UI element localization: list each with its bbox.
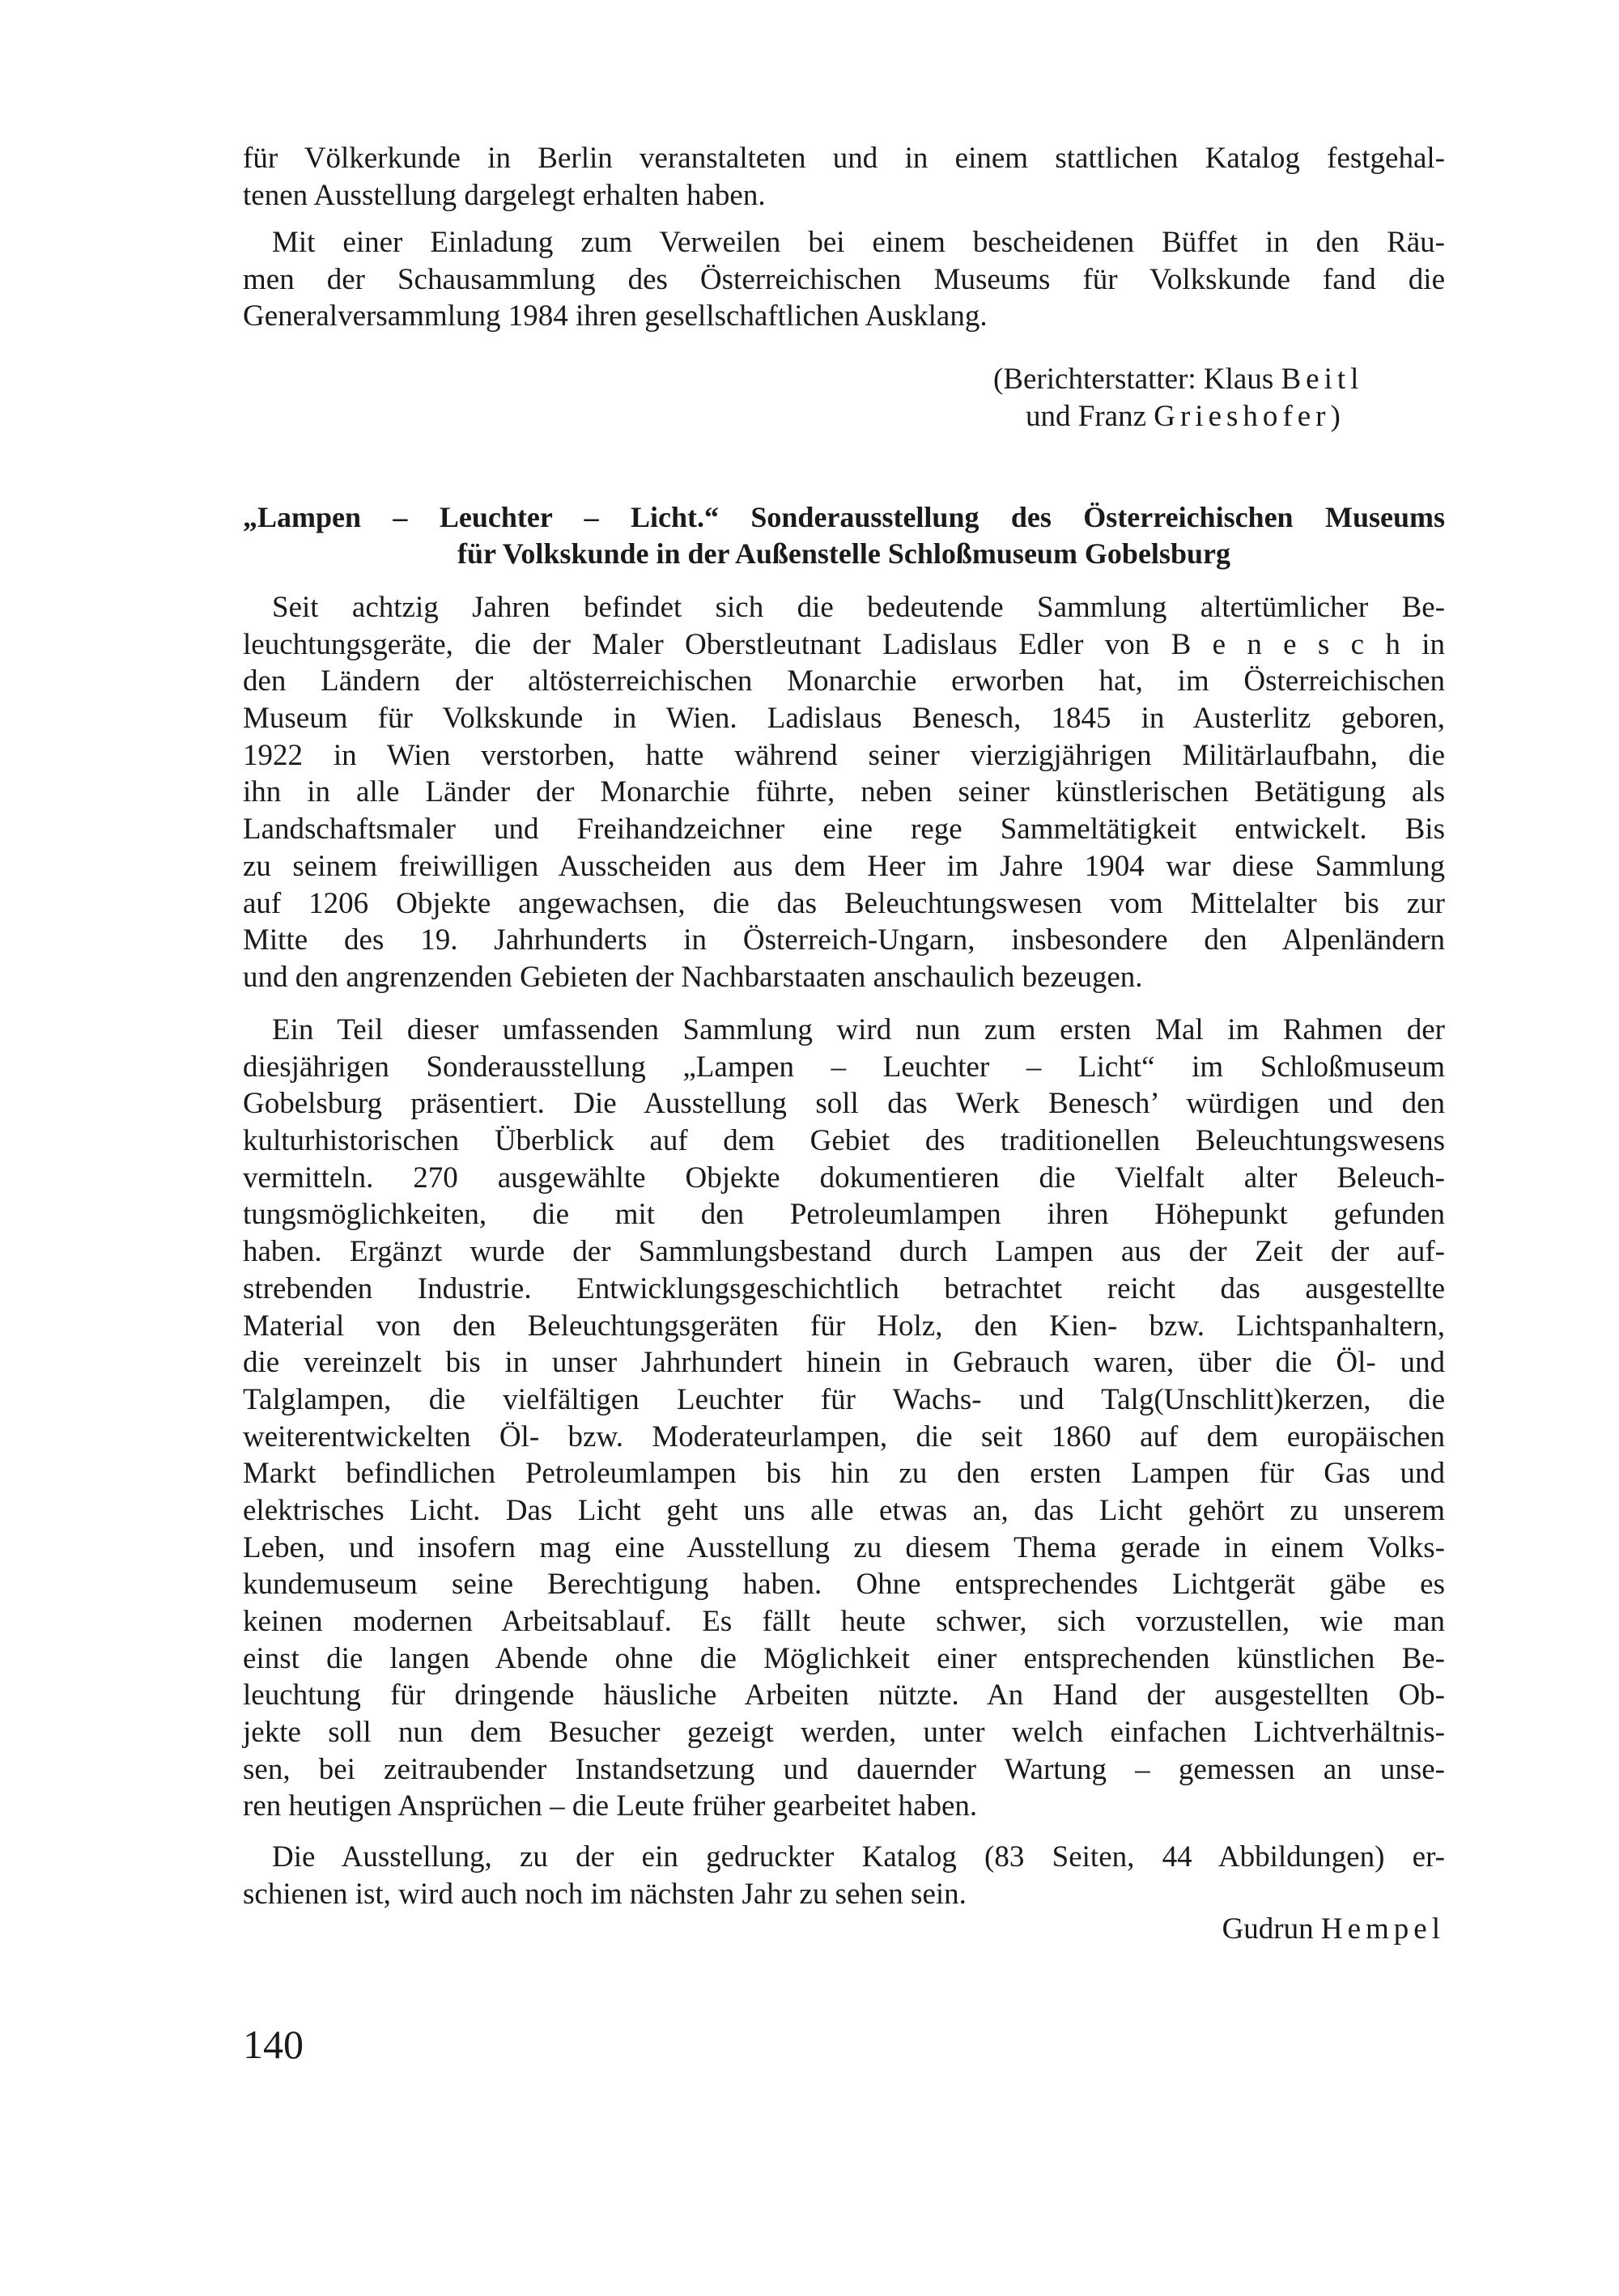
text-line: den Ländern der altösterreichischen Monarchie erworben hat, im Österreichischen bbox=[243, 664, 1445, 698]
text-line: Markt befindlichen Petroleumlampen bis hin zu den ersten Lampen für Gas und bbox=[243, 1457, 1445, 1491]
text-line: kundemuseum seine Berechtigung haben. Ohne entsprechendes Lichtgerät gäbe es bbox=[243, 1568, 1445, 1602]
author-signature bbox=[1222, 1911, 1445, 1948]
text-line: zu seinem freiwilligen Ausscheiden aus dem Heer im Jahre 1904 war diese Sammlung bbox=[243, 849, 1445, 883]
text-line: und den angrenzenden Gebieten der Nachbarstaaten anschaulich bezeugen. bbox=[243, 960, 1143, 994]
paragraph-catalog bbox=[243, 1839, 1445, 1912]
text-line: strebenden Industrie. Entwicklungsgeschichtlich betrachtet reicht das ausgestellte bbox=[243, 1271, 1445, 1305]
text-line: Die Ausstellung, zu der ein gedruckter Katalog (83 Seiten, 44 Abbildungen) er- bbox=[272, 1840, 1445, 1874]
text-line: sen, bei zeitraubender Instandsetzung und dauernder Wartung – gemessen an unse- bbox=[243, 1752, 1445, 1786]
heading-line: „Lampen – Leuchter – Licht.“ Sonderausstellung des Österreichischen Museums bbox=[243, 501, 1445, 533]
heading-line: für Volkskunde in der Außenstelle Schloßmuseum Gobelsburg bbox=[457, 537, 1230, 570]
reporter-name: Beitl bbox=[1281, 363, 1364, 396]
paragraph-general-assembly bbox=[243, 224, 1445, 335]
text-line: men der Schausammlung des Österreichischen Museums für Volkskunde fand die bbox=[243, 262, 1445, 296]
text-line: ren heutigen Ansprüchen – die Leute früher gearbeitet haben. bbox=[243, 1789, 978, 1823]
text-line: Mitte des 19. Jahrhunderts in Österreich-Ungarn, insbesondere den Alpenländern bbox=[243, 923, 1445, 957]
text-line: leuchtungsgeräte, die der Maler Oberstleutnant Ladislaus Edler von B e n e s c h in bbox=[243, 627, 1445, 661]
text-line: keinen modernen Arbeitsablauf. Es fällt heute schwer, sich vorzustellen, wie man bbox=[243, 1605, 1445, 1638]
text-line: vermitteln. 270 ausgewählte Objekte dokumentieren die Vielfalt alter Beleuch- bbox=[243, 1161, 1445, 1195]
text-line: elektrisches Licht. Das Licht geht uns alle etwas an, das Licht gehört zu unserem bbox=[243, 1493, 1445, 1527]
paragraph-continuation bbox=[243, 140, 1445, 214]
reporter-name: Grieshofer) bbox=[1154, 400, 1345, 433]
text-line: jekte soll nun dem Besucher gezeigt werden, unter welch einfachen Lichtverhältnis- bbox=[243, 1716, 1445, 1750]
text-line: haben. Ergänzt wurde der Sammlungsbestand durch Lampen aus der Zeit der auf- bbox=[243, 1235, 1445, 1269]
text-line: auf 1206 Objekte angewachsen, die das Beleuchtungswesen vom Mittelalter bis zur bbox=[243, 886, 1445, 920]
text-line: Talglampen, die vielfältigen Leuchter für Wachs- und Talg(Unschlitt)kerzen, die bbox=[243, 1382, 1445, 1416]
text-line: Landschaftsmaler und Freihandzeichner eine rege Sammeltätigkeit entwickelt. Bis bbox=[243, 813, 1445, 847]
text-line: Museum für Volkskunde in Wien. Ladislaus Benesch, 1845 in Austerlitz geboren, bbox=[243, 702, 1445, 736]
author-last-name: Hempel bbox=[1320, 1912, 1445, 1946]
page-number: 140 bbox=[243, 2022, 304, 2067]
text-line: Generalversammlung 1984 ihren gesellschaftlichen Ausklang. bbox=[243, 299, 988, 333]
reporters-prefix: (Berichterstatter: Klaus bbox=[993, 363, 1274, 396]
text-line: 1922 in Wien verstorben, hatte während seiner vierzigjährigen Militärlaufbahn, die bbox=[243, 738, 1445, 772]
text-line: kulturhistorischen Überblick auf dem Gebiet des traditionellen Beleuchtungswesens bbox=[243, 1124, 1445, 1158]
text-line: für Völkerkunde in Berlin veranstalteten und in einem stattlichen Katalog festgehal- bbox=[243, 142, 1445, 175]
text-line: Ein Teil dieser umfassenden Sammlung wird nun zum ersten Mal im Rahmen der bbox=[272, 1013, 1445, 1046]
text-line: Material von den Beleuchtungsgeräten für Holz, den Kien- bzw. Lichtspanhaltern, bbox=[243, 1309, 1445, 1343]
text-line: Mit einer Einladung zum Verweilen bei einem bescheidenen Büffet in den Räu- bbox=[272, 226, 1445, 259]
text-line: weiterentwickelten Öl- bzw. Moderateurlampen, die seit 1860 auf dem europäischen bbox=[243, 1420, 1445, 1454]
text-line: einst die langen Abende ohne die Möglichkeit einer entsprechenden künstlichen Be- bbox=[243, 1641, 1445, 1675]
text-line: Leben, und insofern mag eine Ausstellung zu diesem Thema gerade in einem Volks- bbox=[243, 1530, 1445, 1564]
text-line: leuchtung für dringende häusliche Arbeiten nützte. An Hand der ausgestellten Ob- bbox=[243, 1678, 1445, 1712]
text-line: die vereinzelt bis in unser Jahrhundert hinein in Gebrauch waren, über die Öl- und bbox=[243, 1346, 1445, 1380]
paragraph-exhibition bbox=[243, 1012, 1445, 1825]
reporters-line-1 bbox=[993, 361, 1363, 398]
text-line: schienen ist, wird auch noch im nächsten Jahr zu sehen sein. bbox=[243, 1877, 967, 1911]
text-line: diesjährigen Sonderausstellung „Lampen – Leuchter – Licht“ im Schloßmuseum bbox=[243, 1050, 1445, 1084]
author-first-name: Gudrun bbox=[1222, 1912, 1314, 1946]
text-line: tenen Ausstellung dargelegt erhalten haben. bbox=[243, 178, 766, 212]
text-line: Gobelsburg präsentiert. Die Ausstellung soll das Werk Benesch’ würdigen und den bbox=[243, 1087, 1445, 1121]
text-line: tungsmöglichkeiten, die mit den Petroleumlampen ihren Höhepunkt gefunden bbox=[243, 1198, 1445, 1232]
text-line: ihn in alle Länder der Monarchie führte, neben seiner künstlerischen Betätigung als bbox=[243, 775, 1445, 809]
section-heading bbox=[243, 499, 1445, 572]
text-line: Seit achtzig Jahren befindet sich die bedeutende Sammlung altertümlicher Be- bbox=[272, 591, 1445, 624]
paragraph-collection-history bbox=[243, 589, 1445, 996]
reporters-prefix: und Franz bbox=[1026, 400, 1146, 433]
reporters-line-2 bbox=[1026, 398, 1345, 435]
